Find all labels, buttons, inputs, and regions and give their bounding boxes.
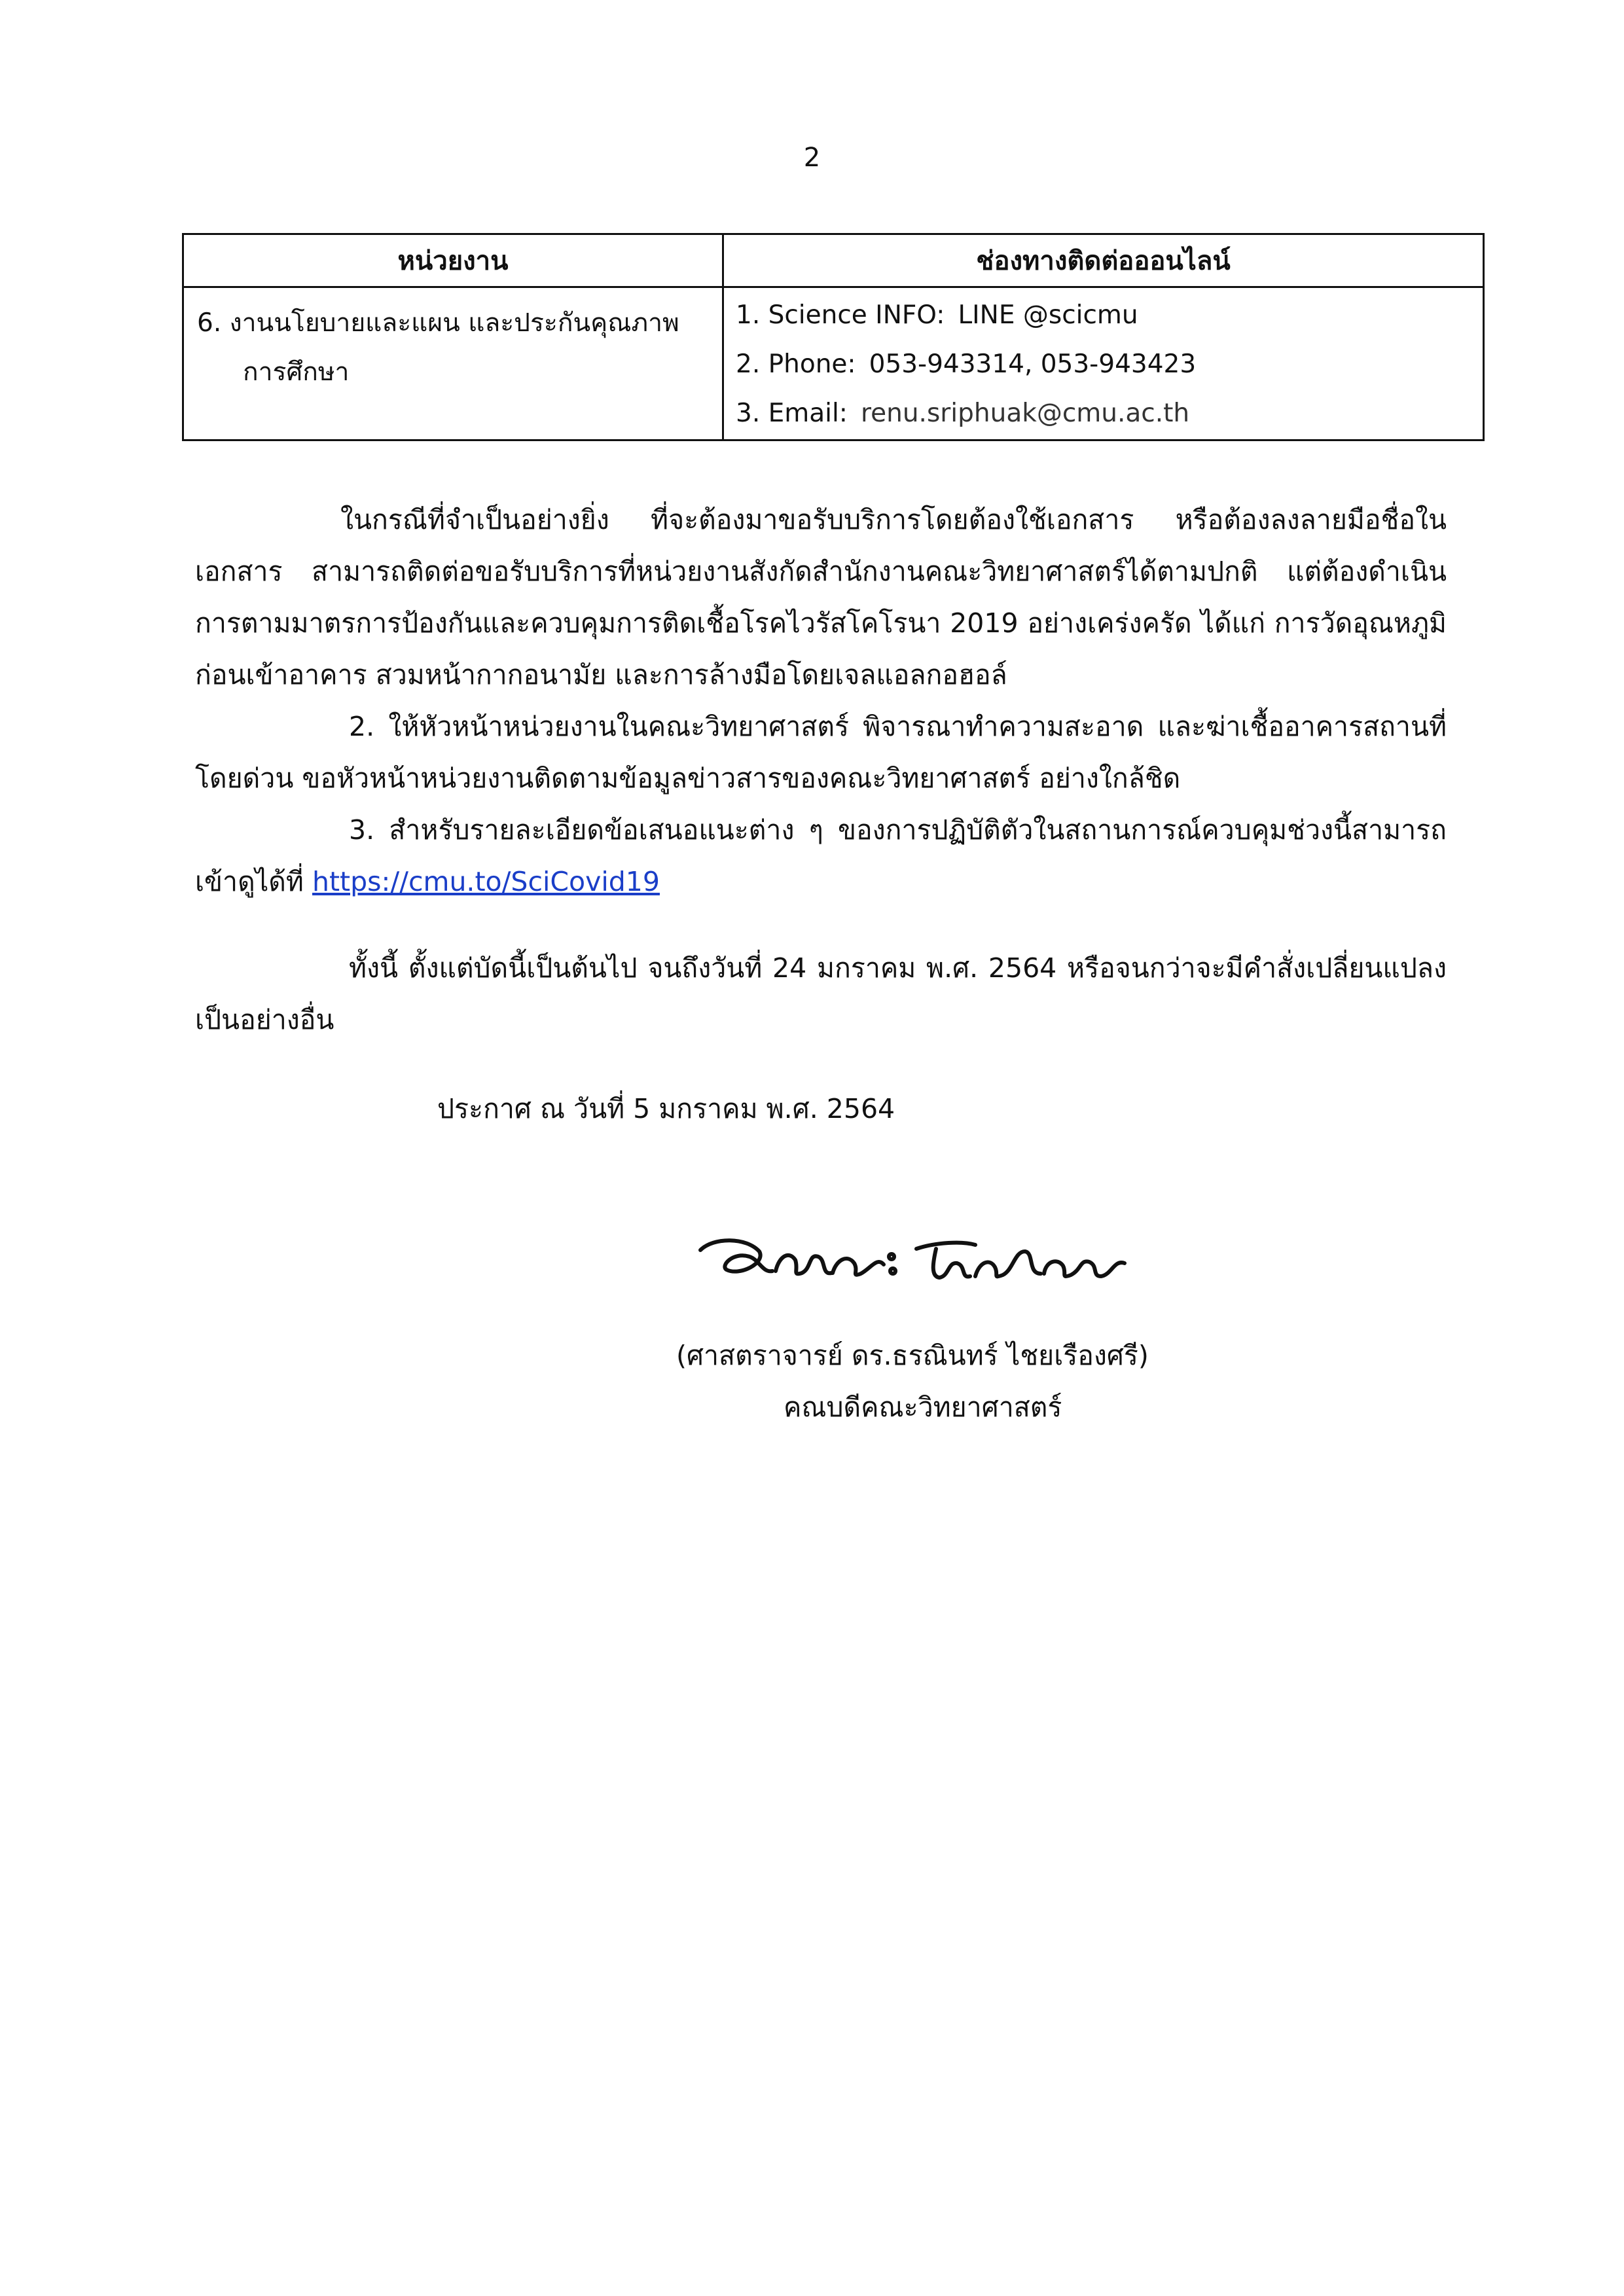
contact-item [724, 340, 1483, 389]
unit-cell [183, 287, 723, 440]
paragraph-2 [195, 701, 1447, 804]
table-header-row [183, 234, 1484, 287]
signatory-name: (ศาสตราจารย์ ดร.ธรณินทร์ ไชยเรืองศรี) [676, 1340, 1149, 1371]
page-number: 2 [803, 143, 821, 173]
contact-value: LINE @scicmu [958, 300, 1138, 330]
table-row [183, 287, 1484, 440]
contact-table [182, 233, 1485, 441]
contact-cell [723, 287, 1484, 440]
unit-name-line2: การศึกษา [243, 357, 350, 387]
paragraph-1 [195, 494, 1447, 701]
contact-item [724, 389, 1483, 438]
contact-value: 053-943314, 053-943423 [869, 350, 1197, 379]
paragraph-2-text: 2. ให้หัวหน้าหน่วยงานในคณะวิทยาศาสตร์ พิจารณาทำความสะอาด และฆ่าเชื้ออาคารสถานที่โดยด่วน ขอหัวหน้าหน่วยงานติดตามข้อมูลข่าวสารของคณะวิทยาศาสตร์ อย่างใกล้ชิด [195, 711, 1447, 794]
contact-label: 2. Phone: [736, 350, 856, 379]
paragraph-1-text: ในกรณีที่จำเป็นอย่างยิ่ง ที่จะต้องมาขอรับบริการโดยต้องใช้เอกสาร หรือต้องลงลายมือชื่อในเอกสาร สามารถติดต่อขอรับบริการที่หน่วยงานสังกัดสำนักงานคณะวิทยาศาสตร์ได้ตามปกติ แต่ต้องดำเนินการตามมาตรการป้องกันและควบคุมการติดเชื้อโรคไวรัสโคโรนา 2019 อย่างเคร่งครัด ได้แก่ การวัดอุณหภูมิก่อนเข้าอาคาร สวมหน้ากากอนามัย และการล้างมือโดยเจลแอลกอฮอล์ [195, 504, 1447, 691]
covid-info-link[interactable]: https://cmu.to/SciCovid19 [312, 866, 660, 897]
paragraph-4-text: ทั้งนี้ ตั้งแต่บัดนี้เป็นต้นไป จนถึงวันที่ 24 มกราคม พ.ศ. 2564 หรือจนกว่าจะมีคำสั่งเปลี่ยนแปลงเป็นอย่างอื่น [195, 952, 1447, 1035]
contact-item [724, 291, 1483, 340]
contact-label: 3. Email: [736, 399, 848, 428]
signature-image [687, 1211, 1146, 1302]
contact-value[interactable]: renu.sriphuak@cmu.ac.th [860, 399, 1190, 428]
header-unit: หน่วยงาน [183, 234, 723, 287]
paragraph-3-text: 3. สำหรับรายละเอียดข้อเสนอแนะต่าง ๆ ของการปฏิบัติตัวในสถานการณ์ควบคุมช่วงนี้สามารถเข้าดูได้ที่ [195, 814, 1447, 897]
paragraph-4 [195, 942, 1447, 1046]
contact-label: 1. Science INFO: [736, 300, 945, 330]
header-contact: ช่องทางติดต่อออนไลน์ [723, 234, 1484, 287]
announce-date: ประกาศ ณ วันที่ 5 มกราคม พ.ศ. 2564 [437, 1093, 895, 1124]
signatory-title: คณบดีคณะวิทยาศาสตร์ [784, 1391, 1062, 1423]
paragraph-3 [195, 804, 1447, 908]
unit-name-line1: 6. งานนโยบายและแผน และประกันคุณภาพ [197, 308, 679, 338]
